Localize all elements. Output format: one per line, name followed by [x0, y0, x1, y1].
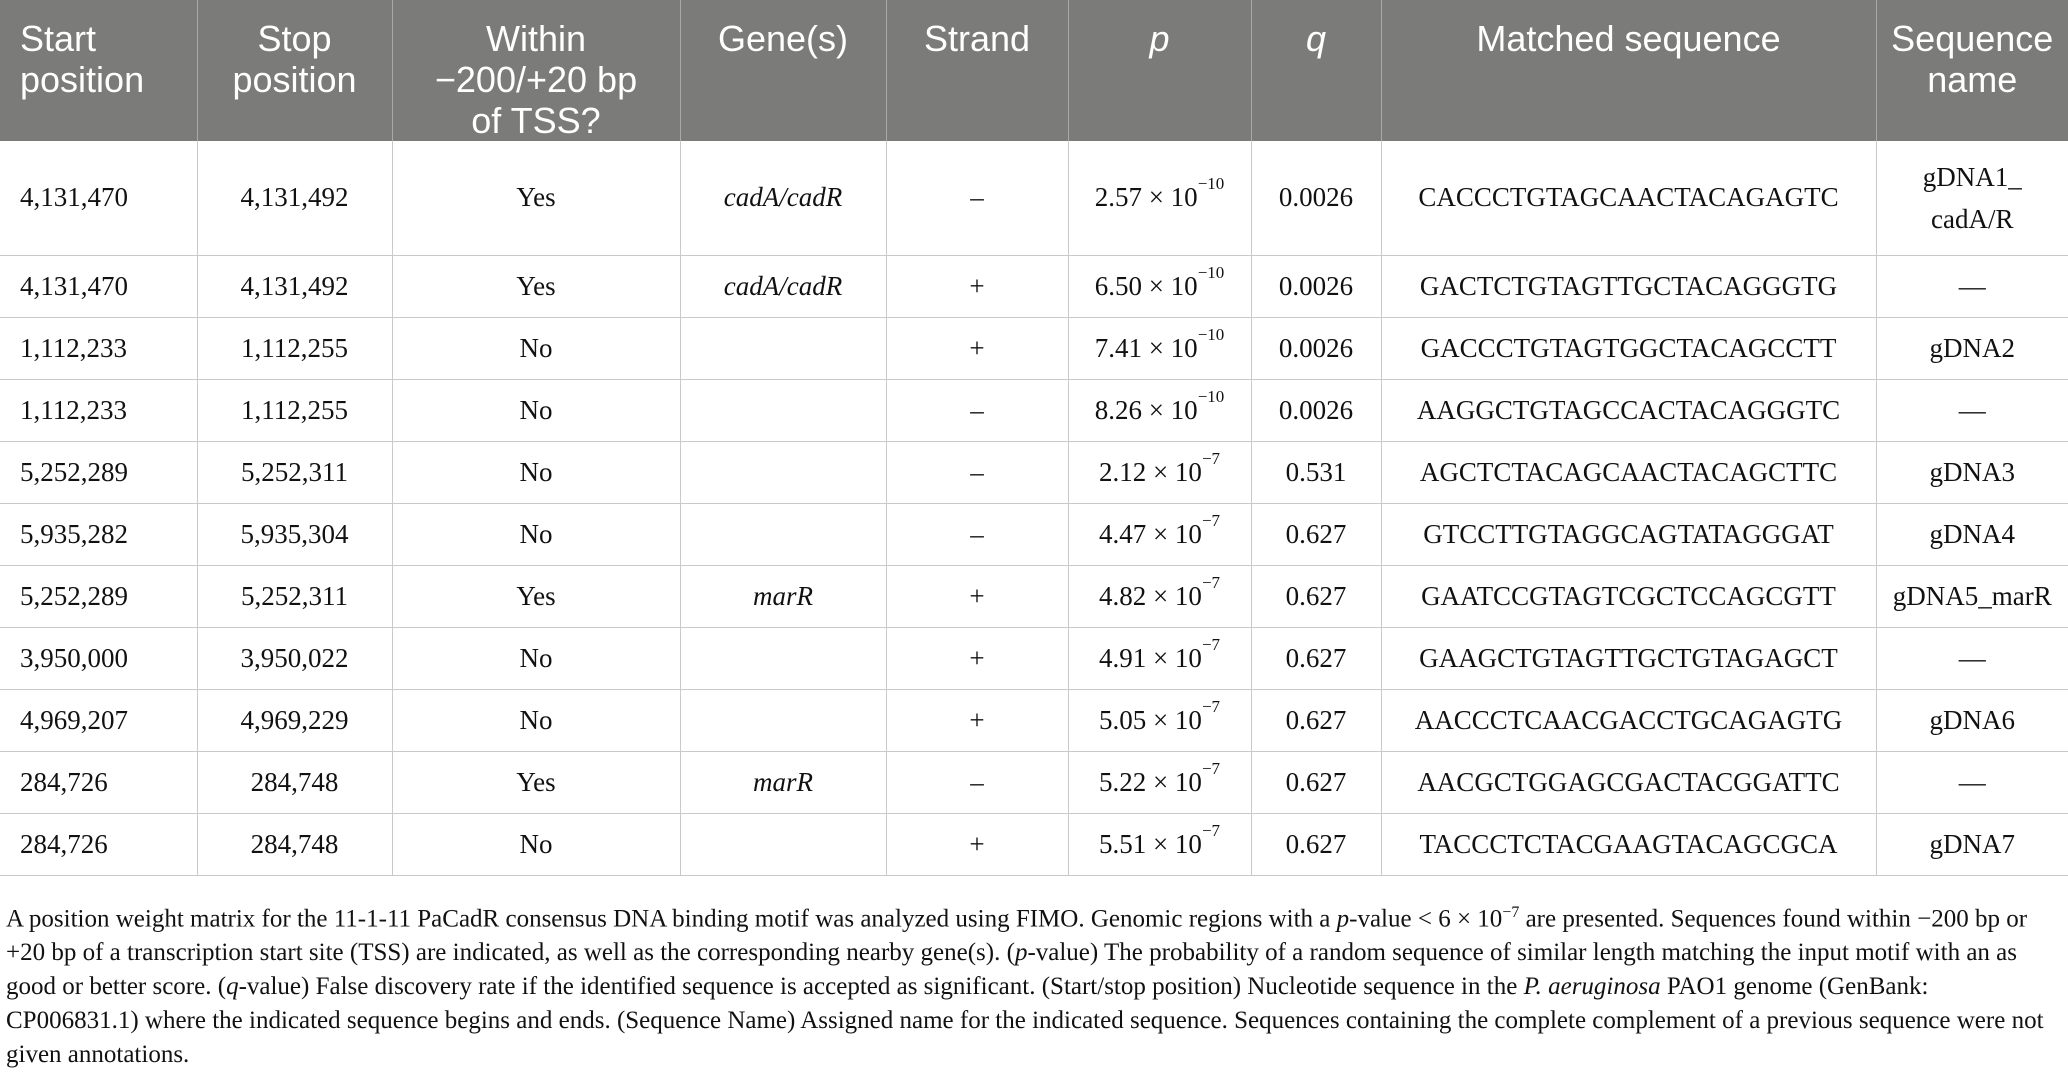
header-row [0, 0, 2068, 141]
cell-name [1876, 627, 2068, 689]
cell-strand: + [886, 627, 1068, 689]
column-header-label: Start [20, 18, 97, 59]
cell-p [1068, 317, 1251, 379]
sequence-name: gDNA4 [1929, 518, 2015, 549]
column-header-label: Stop [257, 18, 332, 59]
p-value-exponent: −10 [1197, 386, 1225, 406]
cell-within: Yes [392, 565, 680, 627]
cell-matched: AAGGCTGTAGCCACTACAGGGTC [1381, 379, 1876, 441]
cell-strand: + [886, 689, 1068, 751]
cell-within: No [392, 503, 680, 565]
table-body [0, 141, 2068, 875]
cell-stop: 5,252,311 [197, 565, 392, 627]
cell-strand: + [886, 255, 1068, 317]
cell-p [1068, 255, 1251, 317]
cell-q: 0.627 [1251, 627, 1381, 689]
cell-name [1876, 503, 2068, 565]
cell-start: 4,131,470 [0, 141, 197, 255]
cell-start: 1,112,233 [0, 379, 197, 441]
cell-strand: – [886, 379, 1068, 441]
column-header-label: of TSS? [471, 100, 601, 141]
p-value-exponent: −7 [1201, 696, 1221, 716]
column-header-label: Strand [923, 18, 1031, 59]
column-header-matched [1381, 0, 1876, 141]
cell-name [1876, 689, 2068, 751]
cell-genes [680, 503, 886, 565]
cell-matched: AGCTCTACAGCAACTACAGCTTC [1381, 441, 1876, 503]
cell-p [1068, 689, 1251, 751]
sequence-name: gDNA5_marR [1892, 580, 2052, 611]
cell-matched: GACCCTGTAGTGGCTACAGCCTT [1381, 317, 1876, 379]
cell-stop: 284,748 [197, 813, 392, 875]
cell-stop: 4,131,492 [197, 255, 392, 317]
cell-stop: 4,969,229 [197, 689, 392, 751]
cell-matched: GACTCTGTAGTTGCTACAGGGTG [1381, 255, 1876, 317]
cell-strand: – [886, 141, 1068, 255]
cell-start: 4,969,207 [0, 689, 197, 751]
sequence-name: gDNA3 [1929, 456, 2015, 487]
p-value-exponent: −10 [1197, 174, 1225, 194]
cell-p [1068, 565, 1251, 627]
cell-genes [680, 689, 886, 751]
cell-strand: – [886, 751, 1068, 813]
cell-matched: GAATCCGTAGTCGCTCCAGCGTT [1381, 565, 1876, 627]
footnote-italic: P. aeruginosa [1523, 973, 1661, 1001]
cell-genes [680, 317, 886, 379]
cell-strand: + [886, 317, 1068, 379]
cell-name [1876, 813, 2068, 875]
cell-name [1876, 255, 2068, 317]
column-header-name [1876, 0, 2068, 141]
table-row [0, 689, 2068, 751]
sequence-name: — [1958, 394, 1986, 425]
cell-genes: marR [680, 565, 886, 627]
p-value-mantissa: 5.05 × 10 [1098, 704, 1202, 735]
column-header-strand [886, 0, 1068, 141]
column-header-stop [197, 0, 392, 141]
table-row [0, 751, 2068, 813]
cell-start: 1,112,233 [0, 317, 197, 379]
cell-q: 0.0026 [1251, 379, 1381, 441]
cell-stop: 4,131,492 [197, 141, 392, 255]
sequence-name: — [1958, 270, 1986, 301]
p-value-mantissa: 2.57 × 10 [1094, 182, 1198, 213]
p-value-mantissa: 7.41 × 10 [1094, 332, 1198, 363]
column-header-label: Matched sequence [1476, 18, 1781, 59]
cell-genes [680, 627, 886, 689]
cell-q: 0.0026 [1251, 255, 1381, 317]
cell-stop: 1,112,255 [197, 379, 392, 441]
footnote-text: PAO1 genome (GenBank: CP006831.1) where the indicated sequence begins and ends. (Sequence Name) Assigned name for the indicated sequence. Sequences containing the complete complement of a previous sequence were not given annotations. [6, 973, 2044, 1069]
cell-start: 284,726 [0, 813, 197, 875]
p-value-mantissa: 5.51 × 10 [1098, 828, 1202, 859]
table-row [0, 317, 2068, 379]
p-value-exponent: −7 [1201, 448, 1221, 468]
p-value-exponent: −7 [1201, 510, 1221, 530]
column-header-label: Gene(s) [717, 18, 849, 59]
cell-q: 0.627 [1251, 751, 1381, 813]
cell-within: No [392, 813, 680, 875]
p-value-mantissa: 4.47 × 10 [1098, 518, 1202, 549]
sequence-name-continued: cadA/R [1931, 203, 2014, 234]
cell-matched: GAAGCTGTAGTTGCTGTAGAGCT [1381, 627, 1876, 689]
p-value-exponent: −10 [1197, 324, 1225, 344]
cell-stop: 5,252,311 [197, 441, 392, 503]
cell-p [1068, 141, 1251, 255]
cell-strand: + [886, 565, 1068, 627]
table-row [0, 441, 2068, 503]
p-value-mantissa: 8.26 × 10 [1094, 394, 1198, 425]
cell-genes [680, 813, 886, 875]
column-header-label: Within [485, 18, 587, 59]
p-value-exponent: −10 [1197, 262, 1225, 282]
cell-name [1876, 317, 2068, 379]
cell-start: 4,131,470 [0, 255, 197, 317]
p-value-exponent: −7 [1201, 634, 1221, 654]
p-value-exponent: −7 [1201, 758, 1221, 778]
footnote-exponent: −7 [1502, 904, 1520, 921]
cell-name [1876, 379, 2068, 441]
cell-q: 0.627 [1251, 565, 1381, 627]
p-value-mantissa: 6.50 × 10 [1094, 270, 1198, 301]
table-row [0, 627, 2068, 689]
cell-q: 0.627 [1251, 813, 1381, 875]
column-header-label: name [1927, 59, 2018, 100]
cell-start: 5,252,289 [0, 565, 197, 627]
sequence-name: — [1958, 766, 1986, 797]
footnote-text: -value) The probability of a random sequence of similar length matching the input motif with an as good or better score. ( [6, 939, 2017, 1001]
sequence-name: gDNA2 [1929, 332, 2015, 363]
cell-start: 3,950,000 [0, 627, 197, 689]
cell-within: No [392, 689, 680, 751]
sequence-name: gDNA6 [1929, 704, 2015, 735]
cell-p [1068, 503, 1251, 565]
cell-p [1068, 379, 1251, 441]
cell-matched: TACCCTCTACGAAGTACAGCGCA [1381, 813, 1876, 875]
column-header-q [1251, 0, 1381, 141]
cell-stop: 3,950,022 [197, 627, 392, 689]
sequence-name: — [1958, 642, 1986, 673]
cell-name [1876, 751, 2068, 813]
cell-genes: cadA/cadR [680, 141, 886, 255]
cell-q: 0.0026 [1251, 141, 1381, 255]
p-value-exponent: −7 [1201, 572, 1221, 592]
cell-q: 0.531 [1251, 441, 1381, 503]
footnote-italic: p [1014, 939, 1028, 967]
cell-within: No [392, 441, 680, 503]
table-row [0, 141, 2068, 255]
cell-within: No [392, 627, 680, 689]
column-header-p [1068, 0, 1251, 141]
footnote-text: -value < 6 × 10 [1349, 905, 1503, 933]
footnote-text: are presented. Sequences found within −200 bp or +20 bp of a transcription start site (TSS) are indicated, as well as the corresponding nearby gene(s). ( [6, 905, 2028, 967]
footnote-italic: p [1336, 905, 1350, 933]
cell-within: No [392, 379, 680, 441]
cell-within: Yes [392, 751, 680, 813]
column-header-within [392, 0, 680, 141]
sequence-name: gDNA7 [1929, 828, 2015, 859]
cell-name [1876, 441, 2068, 503]
cell-strand: – [886, 503, 1068, 565]
column-header-label: position [232, 59, 357, 100]
cell-matched: AACGCTGGAGCGACTACGGATTC [1381, 751, 1876, 813]
cell-name [1876, 141, 2068, 255]
cell-p [1068, 813, 1251, 875]
cell-strand: – [886, 441, 1068, 503]
p-value-mantissa: 4.82 × 10 [1098, 580, 1202, 611]
cell-q: 0.627 [1251, 503, 1381, 565]
cell-stop: 1,112,255 [197, 317, 392, 379]
cell-start: 5,935,282 [0, 503, 197, 565]
cell-matched: CACCCTGTAGCAACTACAGAGTC [1381, 141, 1876, 255]
cell-within: No [392, 317, 680, 379]
column-header-label: q [1305, 18, 1327, 59]
p-value-mantissa: 5.22 × 10 [1098, 766, 1202, 797]
cell-start: 5,252,289 [0, 441, 197, 503]
p-value-mantissa: 4.91 × 10 [1098, 642, 1202, 673]
cell-matched: GTCCTTGTAGGCAGTATAGGGAT [1381, 503, 1876, 565]
cell-within: Yes [392, 141, 680, 255]
cell-q: 0.627 [1251, 689, 1381, 751]
cell-p [1068, 627, 1251, 689]
cell-p [1068, 441, 1251, 503]
table-row [0, 813, 2068, 875]
column-header-label: p [1149, 18, 1170, 59]
table-row [0, 255, 2068, 317]
p-value-exponent: −7 [1201, 820, 1221, 840]
column-header-label: Sequence [1891, 18, 2054, 59]
cell-genes: cadA/cadR [680, 255, 886, 317]
column-header-genes [680, 0, 886, 141]
p-value-mantissa: 2.12 × 10 [1098, 456, 1202, 487]
cell-strand: + [886, 813, 1068, 875]
footnote-italic: q [226, 973, 239, 1001]
table-row [0, 379, 2068, 441]
cell-genes: marR [680, 751, 886, 813]
cell-within: Yes [392, 255, 680, 317]
cell-p [1068, 751, 1251, 813]
cell-q: 0.0026 [1251, 317, 1381, 379]
column-header-start [0, 0, 197, 141]
column-header-label: position [20, 59, 145, 100]
cell-genes [680, 379, 886, 441]
table-row [0, 503, 2068, 565]
column-header-label: −200/+20 bp [434, 59, 638, 100]
table-footnote [6, 896, 2056, 1072]
cell-start: 284,726 [0, 751, 197, 813]
footnote-text: A position weight matrix for the 11-1-11 PaCadR consensus DNA binding motif was analyzed using FIMO. Genomic regions with a [6, 905, 1337, 933]
cell-name [1876, 565, 2068, 627]
cell-stop: 284,748 [197, 751, 392, 813]
cell-matched: AACCCTCAACGACCTGCAGAGTG [1381, 689, 1876, 751]
sequence-name: gDNA1_ [1922, 161, 2022, 192]
table-row [0, 565, 2068, 627]
cell-genes [680, 441, 886, 503]
cell-stop: 5,935,304 [197, 503, 392, 565]
footnote-text: -value) False discovery rate if the identified sequence is accepted as significant. (Start/stop position) Nucleotide sequence in the [238, 973, 1524, 1001]
